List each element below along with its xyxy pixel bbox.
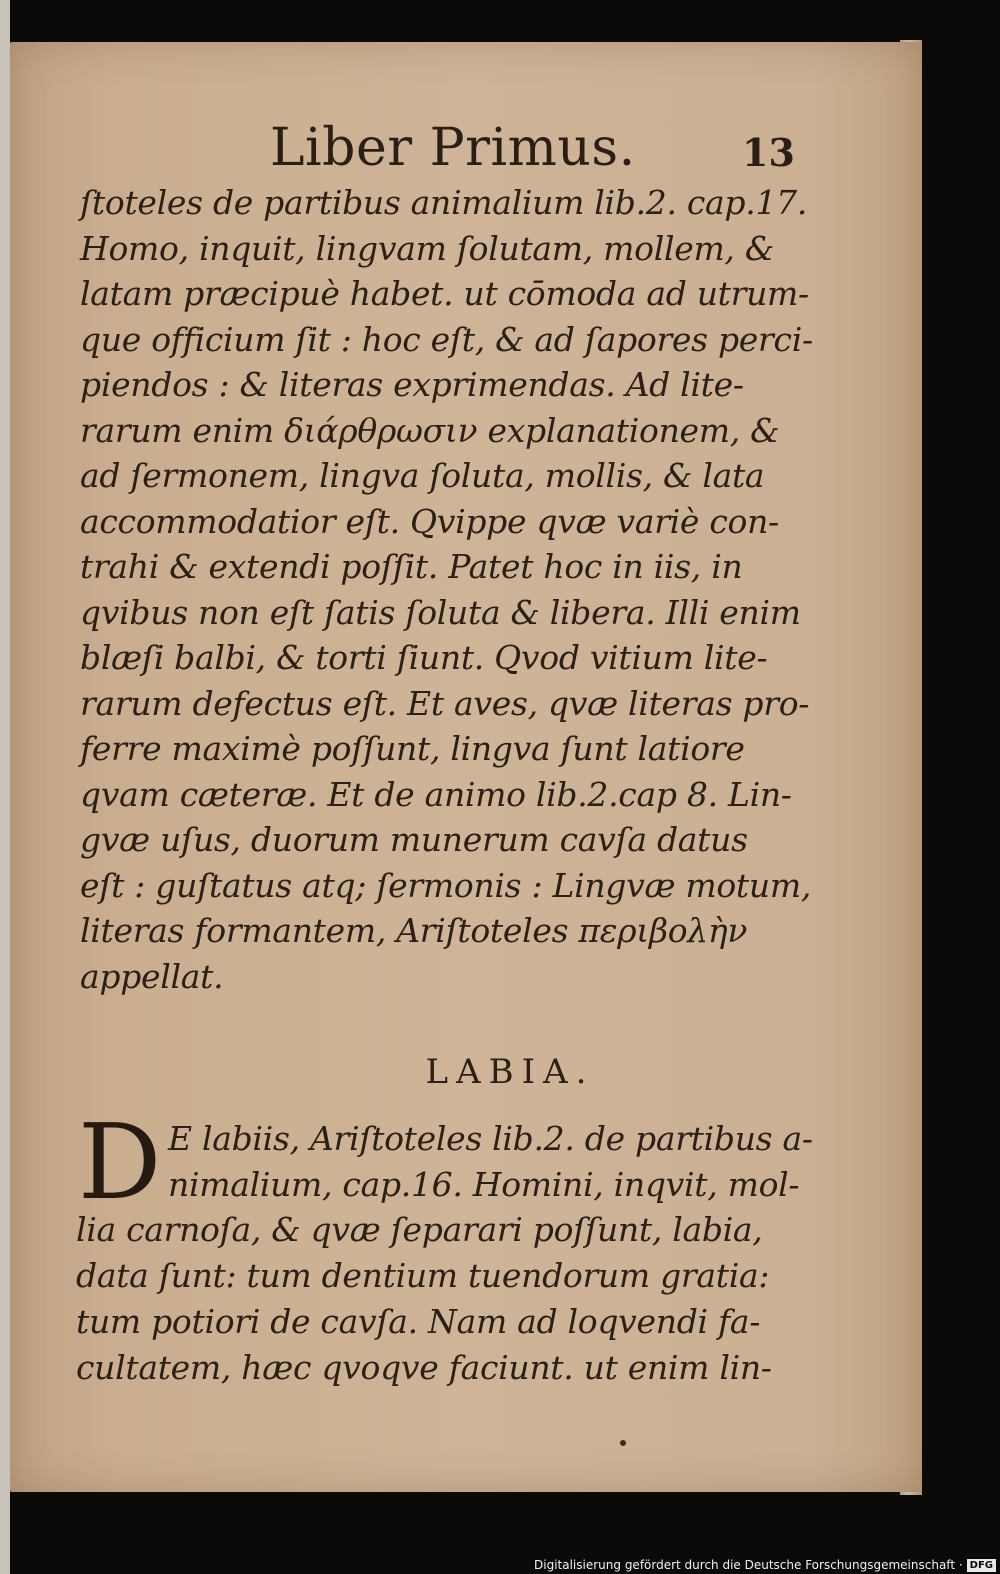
ink-dot <box>620 1440 626 1446</box>
text-line: piendos : & literas exprimendas. Ad lite- <box>80 365 744 404</box>
text-line: accommodatior eſt. Qvippe qvæ variè con- <box>80 501 779 541</box>
text-line: data ſunt: tum dentium tuendorum gratia: <box>76 1256 770 1295</box>
text-line: tum potiori de cavſa. Nam ad loqvendi fa- <box>76 1302 761 1341</box>
text-line: eſt : guſtatus atq; ſermonis : Lingvæ motum, <box>80 865 812 905</box>
text-line: blæſi balbi, & torti ſiunt. Qvod vitium lite- <box>80 638 768 677</box>
text-line: rarum enim διάρθρωσιν explanationem, & <box>80 410 780 450</box>
text-line: cultatem, hæc qvoqve faciunt. ut enim lin- <box>76 1348 772 1387</box>
text-line: trahi & extendi poſſit. Patet hoc in iis, in <box>80 547 743 586</box>
text-line: rarum defectus eſt. Et aves, qvæ literas pro- <box>80 683 810 723</box>
paragraph-1 <box>80 180 813 999</box>
text-line: qvam cæteræ. Et de animo lib.2.cap 8. Lin- <box>80 774 792 814</box>
text-line: gvæ uſus, duorum munerum cavſa datus <box>80 820 748 859</box>
text-line: lia carnoſa, & qvæ ſeparari poſſunt, labia, <box>76 1210 763 1249</box>
text-line: Homo, inquit, lingvam ſolutam, mollem, & <box>80 228 774 268</box>
running-head <box>0 118 1000 178</box>
text-line: ſtoteles de partibus animalium lib.2. cap.17. <box>80 183 808 222</box>
text-line: qvibus non eſt ſatis ſoluta & libera. Illi enim <box>80 592 801 632</box>
text-line: ad ſermonem, lingva ſoluta, mollis, & lata <box>80 456 765 495</box>
text-line: appellat. <box>80 956 224 996</box>
text-line: nimalium, cap.16. Homini, inqvit, mol- <box>168 1165 800 1204</box>
drop-cap: D <box>78 1101 162 1223</box>
digitization-credit <box>534 1558 996 1572</box>
page-number: 13 <box>742 130 795 175</box>
dfg-logo-icon: DFG <box>967 1559 996 1572</box>
section-heading: LABIA. <box>425 1052 595 1092</box>
text-line: E labiis, Ariſtoteles lib.2. de partibus a- <box>168 1119 813 1158</box>
text-line: ferre maximè poſſunt, lingva ſunt latiore <box>80 729 745 768</box>
text-line: latam præcipuè habet. ut cōmoda ad utrum- <box>80 274 809 313</box>
text-line: que officium ſit : hoc eſt, & ad ſapores perci- <box>80 319 813 359</box>
paragraph-2-opening <box>168 1116 813 1208</box>
credit-text: Digitalisierung gefördert durch die Deutsche Forschungsgemeinschaft · <box>534 1558 963 1572</box>
text-line: literas formantem, Ariſtoteles περιβολὴν <box>80 911 748 950</box>
scan-margin-left <box>0 0 10 1574</box>
paragraph-2-body <box>76 1207 786 1391</box>
running-title: Liber Primus. <box>270 118 636 178</box>
